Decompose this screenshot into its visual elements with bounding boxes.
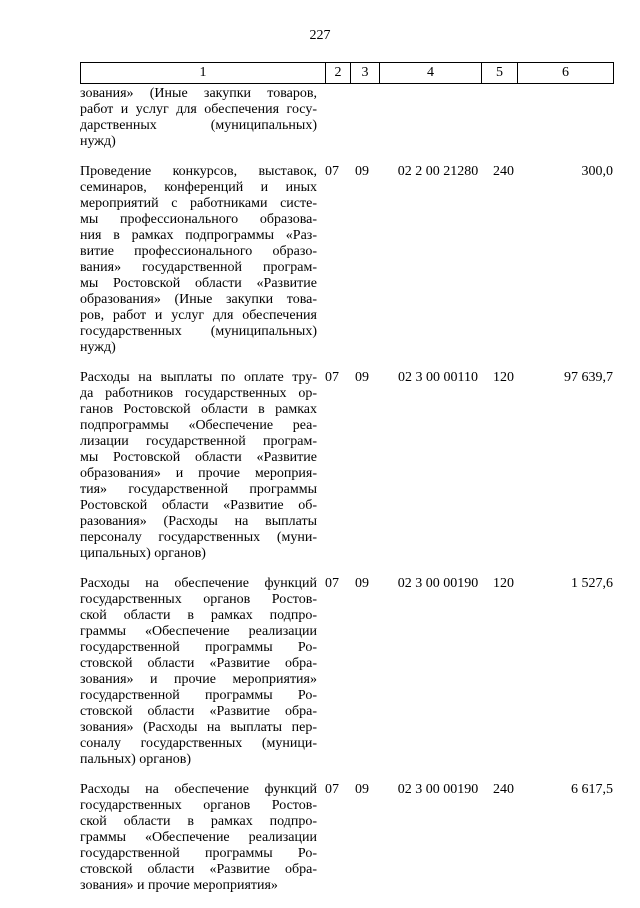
row-subsection: 09 — [355, 782, 369, 797]
description-line: государственной программы Ро- — [80, 640, 317, 655]
column-header-3: 3 — [351, 63, 380, 84]
row-description — [80, 370, 317, 562]
description-line: дарственных (муниципальных) — [80, 118, 317, 133]
row-target-code: 02 3 00 00110 — [398, 370, 478, 385]
description-line: ганов Ростовской области в рамках — [80, 402, 317, 417]
column-header-6: 6 — [518, 63, 614, 84]
table-row — [80, 370, 613, 562]
row-description — [80, 164, 317, 356]
row-amount: 6 617,5 — [571, 782, 613, 797]
description-line: Расходы на выплаты по оплате тру- — [80, 370, 317, 385]
description-line: государственной программы Ро- — [80, 846, 317, 861]
column-header-1: 1 — [81, 63, 326, 84]
description-line: государственной программы Ро- — [80, 688, 317, 703]
description-line: образования» и прочие мероприя- — [80, 466, 317, 481]
row-target-code: 02 2 00 21280 — [397, 164, 479, 179]
description-line: государственных органов Ростов- — [80, 592, 317, 607]
row-amount: 97 639,7 — [564, 370, 613, 385]
description-line: Расходы на обеспечение функций — [80, 576, 317, 591]
description-line: витие профессионального образо- — [80, 244, 317, 259]
table-row — [80, 164, 613, 356]
description-line: стовской области «Развитие обра- — [80, 656, 317, 671]
description-line: работ и услуг для обеспечения госу- — [80, 102, 317, 117]
description-line: подпрограммы «Обеспечение реа- — [80, 418, 317, 433]
description-line: да работников государственных ор- — [80, 386, 317, 401]
description-line: ния в рамках подпрограммы «Раз- — [80, 228, 317, 243]
row-expense-type: 120 — [493, 370, 514, 385]
row-subsection: 09 — [355, 576, 369, 591]
table-row — [80, 782, 613, 894]
description-line: зования» и прочие мероприятия» — [80, 878, 278, 893]
description-line: ципальных) органов) — [80, 546, 206, 561]
description-line: пальных) органов) — [80, 752, 191, 767]
description-line: вания» государственной програм- — [80, 260, 317, 275]
row-target-code: 02 3 00 00190 — [397, 782, 479, 797]
description-line: ской области в рамках подпро- — [80, 608, 317, 623]
column-header-row — [81, 63, 614, 84]
description-line: граммы «Обеспечение реализации — [80, 624, 317, 639]
description-line: семинаров, конференций и иных — [80, 180, 317, 195]
column-header-5: 5 — [482, 63, 518, 84]
description-line: зования» (Иные закупки товаров, — [80, 86, 317, 101]
description-line: нужд) — [80, 340, 116, 355]
row-description — [80, 576, 317, 768]
description-line: Расходы на обеспечение функций — [80, 782, 317, 797]
row-section: 07 — [325, 576, 339, 591]
description-line: мы профессионального образова- — [80, 212, 317, 227]
table-row — [80, 576, 613, 768]
description-line: ров, работ и услуг для обеспечения — [80, 308, 317, 323]
description-line: персоналу государственных (муни- — [80, 530, 317, 545]
description-line: тия» государственной программы — [80, 482, 317, 497]
description-line: разования» (Расходы на выплаты — [80, 514, 317, 529]
row-section: 07 — [325, 370, 339, 385]
description-line: зования» и прочие мероприятия» — [80, 672, 317, 687]
column-header-4: 4 — [380, 63, 482, 84]
column-header-2: 2 — [326, 63, 351, 84]
row-amount: 300,0 — [581, 164, 613, 179]
description-line: граммы «Обеспечение реализации — [80, 830, 317, 845]
description-line: зования» (Расходы на выплаты пер- — [80, 720, 317, 735]
description-line: стовской области «Развитие обра- — [80, 704, 317, 719]
row-expense-type: 120 — [493, 576, 514, 591]
description-line: нужд) — [80, 134, 116, 149]
description-line: государственных (муниципальных) — [80, 324, 317, 339]
description-line: мы Ростовской области «Развитие — [80, 276, 317, 291]
description-line: мы Ростовской области «Развитие — [80, 450, 317, 465]
description-line: стовской области «Развитие обра- — [80, 862, 317, 877]
row-description — [80, 86, 317, 150]
description-line: Ростовской области «Развитие об- — [80, 498, 317, 513]
column-header-table — [80, 62, 614, 84]
row-expense-type: 240 — [493, 164, 514, 179]
description-line: образования» (Иные закупки това- — [80, 292, 317, 307]
row-section: 07 — [325, 782, 339, 797]
description-line: Проведение конкурсов, выставок, — [80, 164, 317, 179]
row-target-code: 02 3 00 00190 — [397, 576, 479, 591]
row-subsection: 09 — [355, 370, 369, 385]
row-section: 07 — [325, 164, 339, 179]
row-amount: 1 527,6 — [571, 576, 613, 591]
description-line: государственных органов Ростов- — [80, 798, 317, 813]
row-description — [80, 782, 317, 894]
description-line: лизации государственной програм- — [80, 434, 317, 449]
row-subsection: 09 — [355, 164, 369, 179]
page-number: 227 — [309, 28, 331, 43]
description-line: соналу государственных (муници- — [80, 736, 317, 751]
table-row — [80, 86, 613, 150]
description-line: ской области в рамках подпро- — [80, 814, 317, 829]
description-line: мероприятий с работниками систе- — [80, 196, 317, 211]
budget-table-body — [80, 86, 613, 908]
row-expense-type: 240 — [493, 782, 514, 797]
